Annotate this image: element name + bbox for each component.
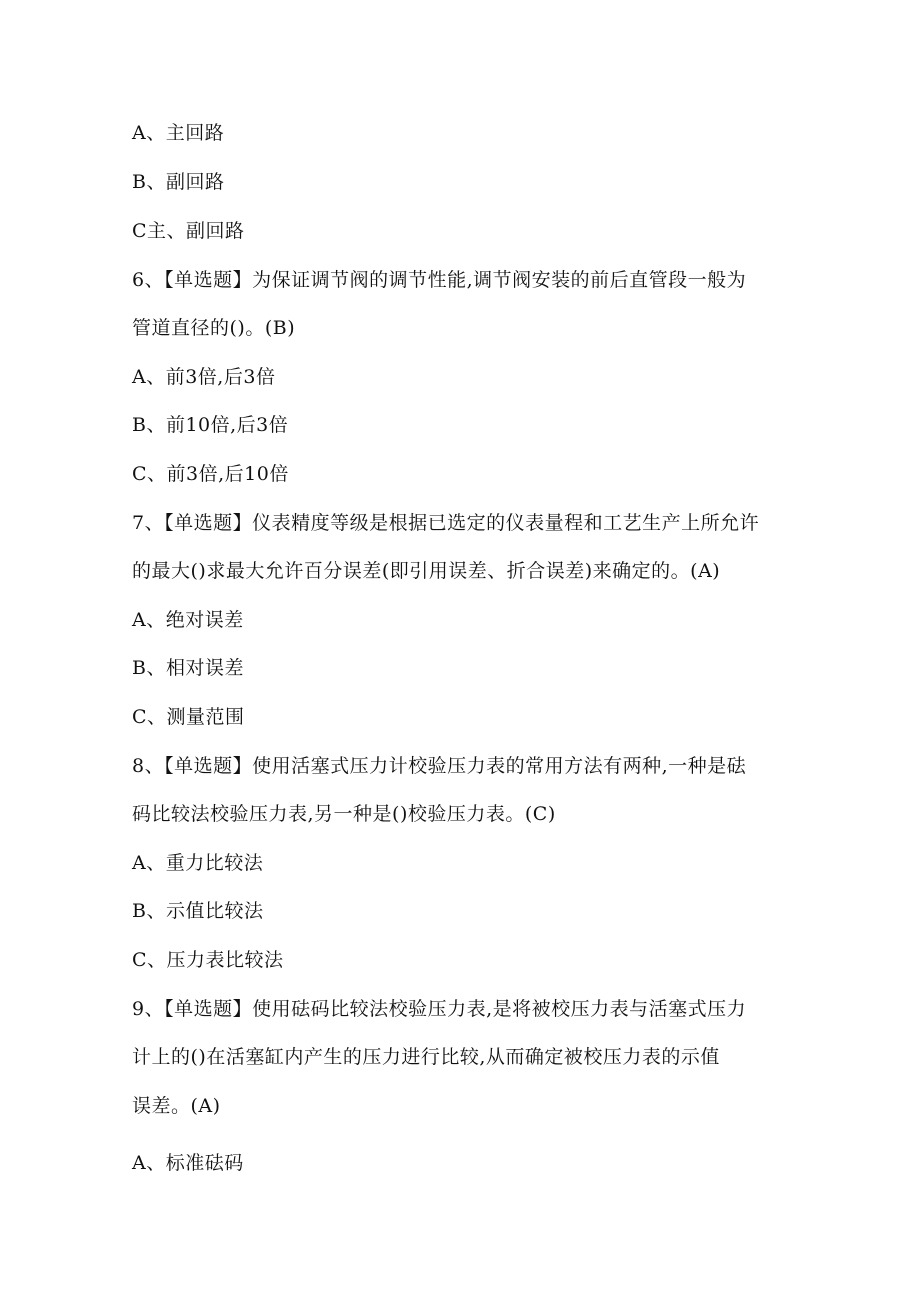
- q9-question-line-1: 9、【单选题】使用砝码比较法校验压力表,是将被校压力表与活塞式压力: [132, 998, 747, 1020]
- q8-option-a: A、重力比较法: [132, 852, 264, 874]
- q9-question-line-2: 计上的()在活塞缸内产生的压力进行比较,从而确定被校压力表的示值: [132, 1046, 720, 1068]
- q8-question-line-2: 码比较法校验压力表,另一种是()校验压力表。(C): [132, 803, 556, 825]
- q5-option-b: B、副回路: [132, 171, 225, 193]
- q6-question-line-1: 6、【单选题】为保证调节阀的调节性能,调节阀安装的前后直管段一般为: [132, 269, 747, 291]
- q8-option-b: B、示值比较法: [132, 900, 264, 922]
- q6-option-a: A、前3倍,后3倍: [132, 366, 276, 388]
- q7-option-c: C、测量范围: [132, 706, 245, 728]
- q9-question-line-3: 误差。(A): [132, 1095, 221, 1117]
- q7-option-a: A、绝对误差: [132, 609, 244, 631]
- q9-option-a: A、标准砝码: [132, 1152, 244, 1174]
- q6-option-b: B、前10倍,后3倍: [132, 414, 289, 436]
- q8-question-line-1: 8、【单选题】使用活塞式压力计校验压力表的常用方法有两种,一种是砝: [132, 755, 747, 777]
- q5-option-c: C主、副回路: [132, 220, 245, 242]
- q6-question-line-2: 管道直径的()。(B): [132, 317, 296, 339]
- q7-question-line-2: 的最大()求最大允许百分误差(即引用误差、折合误差)来确定的。(A): [132, 560, 721, 582]
- q8-option-c: C、压力表比较法: [132, 949, 284, 971]
- q7-option-b: B、相对误差: [132, 657, 244, 679]
- q6-option-c: C、前3倍,后10倍: [132, 463, 289, 485]
- q7-question-line-1: 7、【单选题】仪表精度等级是根据已选定的仪表量程和工艺生产上所允许: [132, 512, 760, 534]
- q5-option-a: A、主回路: [132, 122, 225, 144]
